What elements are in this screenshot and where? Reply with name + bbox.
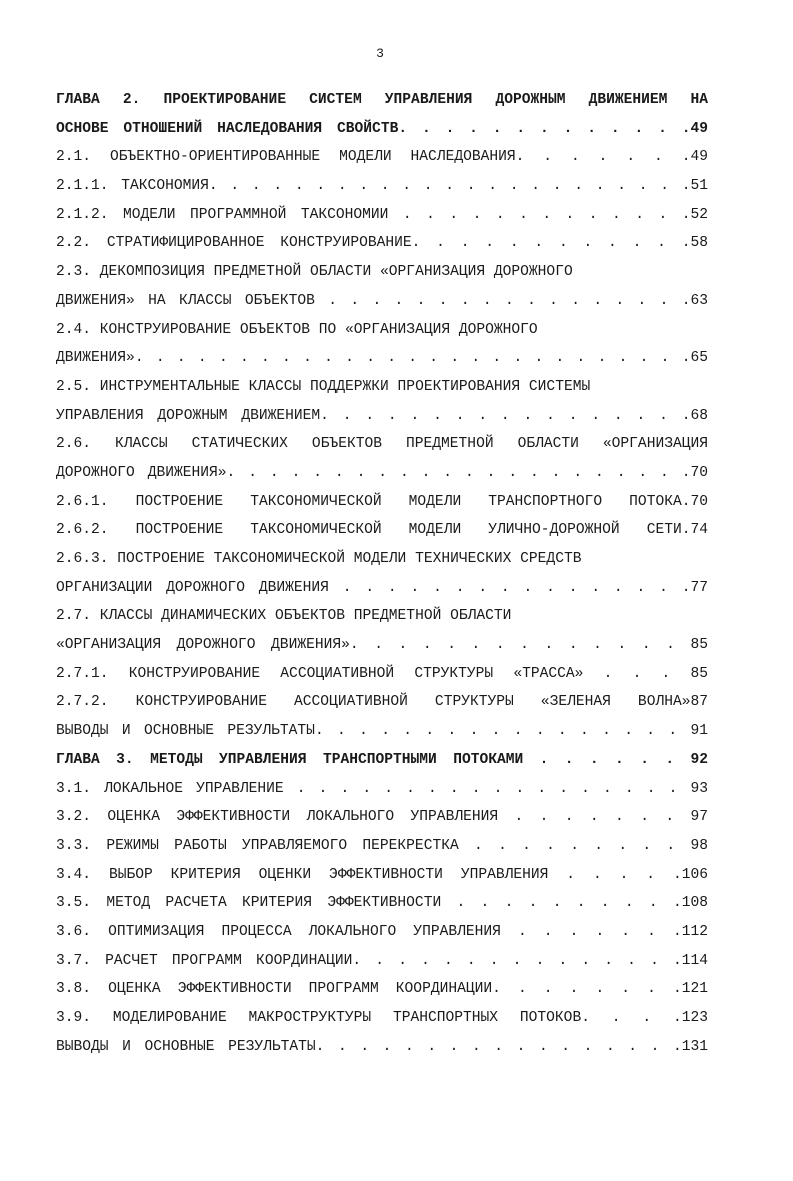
toc-line: 2.6.3. ПОСТРОЕНИЕ ТАКСОНОМИЧЕСКОЙ МОДЕЛИ ТЕХНИЧЕСКИХ СРЕДСТВ [56, 551, 582, 567]
toc-line: УПРАВЛЕНИЯ ДОРОЖНЫМ ДВИЖЕНИЕМ. . . . . . . . . . . . . . . . .68 [56, 407, 708, 424]
toc-line: 2.5. ИНСТРУМЕНТАЛЬНЫЕ КЛАССЫ ПОДДЕРЖКИ ПРОЕКТИРОВАНИЯ СИСТЕМЫ [56, 378, 591, 395]
toc-line: 2.7.2. КОНСТРУИРОВАНИЕ АССОЦИАТИВНОЙ СТРУКТУРЫ «ЗЕЛЕНАЯ ВОЛНА»87 [56, 694, 708, 711]
toc-line: ГЛАВА 2. ПРОЕКТИРОВАНИЕ СИСТЕМ УПРАВЛЕНИЯ ДОРОЖНЫМ ДВИЖЕНИЕМ НА [56, 92, 708, 108]
toc-line: ОРГАНИЗАЦИИ ДОРОЖНОГО ДВИЖЕНИЯ . . . . . . . . . . . . . . . .77 [56, 579, 708, 596]
toc-line: 3.9. МОДЕЛИРОВАНИЕ МАКРОСТРУКТУРЫ ТРАНСПОРТНЫХ ПОТОКОВ. . . .123 [56, 1010, 708, 1026]
page-number: 3 [376, 46, 384, 61]
toc-line: 2.6.2. ПОСТРОЕНИЕ ТАКСОНОМИЧЕСКОЙ МОДЕЛИ УЛИЧНО-ДОРОЖНОЙ СЕТИ.74 [56, 522, 708, 539]
toc-line: 2.6.1. ПОСТРОЕНИЕ ТАКСОНОМИЧЕСКОЙ МОДЕЛИ ТРАНСПОРТНОГО ПОТОКА.70 [56, 493, 708, 510]
toc-line: 2.4. КОНСТРУИРОВАНИЕ ОБЪЕКТОВ ПО «ОРГАНИЗАЦИЯ ДОРОЖНОГО [56, 321, 538, 338]
toc-line: 2.6. КЛАССЫ СТАТИЧЕСКИХ ОБЪЕКТОВ ПРЕДМЕТНОЙ ОБЛАСТИ «ОРГАНИЗАЦИЯ [56, 436, 708, 453]
toc-line: «ОРГАНИЗАЦИЯ ДОРОЖНОГО ДВИЖЕНИЯ». . . . . . . . . . . . . . 85 [56, 637, 708, 654]
toc-line: ДОРОЖНОГО ДВИЖЕНИЯ». . . . . . . . . . . . . . . . . . . . . .70 [56, 464, 708, 481]
toc-line: 2.2. СТРАТИФИЦИРОВАННОЕ КОНСТРУИРОВАНИЕ. . . . . . . . . . . .58 [56, 235, 708, 252]
toc-line: 3.8. ОЦЕНКА ЭФФЕКТИВНОСТИ ПРОГРАММ КООРДИНАЦИИ. . . . . . . .121 [56, 981, 708, 998]
toc-line: 3.6. ОПТИМИЗАЦИЯ ПРОЦЕССА ЛОКАЛЬНОГО УПРАВЛЕНИЯ . . . . . . .112 [56, 923, 708, 940]
toc-line: 3.7. РАСЧЕТ ПРОГРАММ КООРДИНАЦИИ. . . . . . . . . . . . . . .114 [56, 952, 708, 969]
toc-line: ВЫВОДЫ И ОСНОВНЫЕ РЕЗУЛЬТАТЫ. . . . . . . . . . . . . . . . . 91 [56, 723, 708, 740]
toc-line: ВЫВОДЫ И ОСНОВНЫЕ РЕЗУЛЬТАТЫ. . . . . . . . . . . . . . . . .131 [56, 1038, 708, 1055]
toc-line: ГЛАВА 3. МЕТОДЫ УПРАВЛЕНИЯ ТРАНСПОРТНЫМИ ПОТОКАМИ . . . . . . 92 [56, 751, 708, 768]
toc-line: 2.1.2. МОДЕЛИ ПРОГРАММНОЙ ТАКСОНОМИИ . . . . . . . . . . . . .52 [56, 206, 708, 223]
toc-line: ДВИЖЕНИЯ». . . . . . . . . . . . . . . . . . . . . . . . . . .65 [56, 350, 708, 367]
toc-line: ОСНОВЕ ОТНОШЕНИЙ НАСЛЕДОВАНИЯ СВОЙСТВ. . . . . . . . . . . . .49 [56, 120, 708, 137]
toc-line: ДВИЖЕНИЯ» НА КЛАССЫ ОБЪЕКТОВ . . . . . . . . . . . . . . . . .63 [56, 292, 708, 309]
toc-line: 3.5. МЕТОД РАСЧЕТА КРИТЕРИЯ ЭФФЕКТИВНОСТИ . . . . . . . . . .108 [56, 895, 708, 912]
toc-line: 3.3. РЕЖИМЫ РАБОТЫ УПРАВЛЯЕМОГО ПЕРЕКРЕСТКА . . . . . . . . . 98 [56, 837, 708, 854]
toc-line: 3.4. ВЫБОР КРИТЕРИЯ ОЦЕНКИ ЭФФЕКТИВНОСТИ УПРАВЛЕНИЯ . . . . .106 [56, 866, 708, 883]
toc-line: 2.7.1. КОНСТРУИРОВАНИЕ АССОЦИАТИВНОЙ СТРУКТУРЫ «ТРАССА» . . . 85 [56, 665, 708, 682]
table-of-contents [56, 86, 708, 1061]
toc-line: 2.1. ОБЪЕКТНО-ОРИЕНТИРОВАННЫЕ МОДЕЛИ НАСЛЕДОВАНИЯ. . . . . . .49 [56, 149, 708, 166]
toc-line: 2.3. ДЕКОМПОЗИЦИЯ ПРЕДМЕТНОЙ ОБЛАСТИ «ОРГАНИЗАЦИЯ ДОРОЖНОГО [56, 264, 573, 281]
toc-line: 2.7. КЛАССЫ ДИНАМИЧЕСКИХ ОБЪЕКТОВ ПРЕДМЕТНОЙ ОБЛАСТИ [56, 608, 512, 625]
toc-line: 3.2. ОЦЕНКА ЭФФЕКТИВНОСТИ ЛОКАЛЬНОГО УПРАВЛЕНИЯ . . . . . . . 97 [56, 809, 708, 826]
toc-line: 2.1.1. ТАКСОНОМИЯ. . . . . . . . . . . . . . . . . . . . . . .51 [56, 178, 708, 195]
toc-line: 3.1. ЛОКАЛЬНОЕ УПРАВЛЕНИЕ . . . . . . . . . . . . . . . . . . 93 [56, 780, 708, 797]
